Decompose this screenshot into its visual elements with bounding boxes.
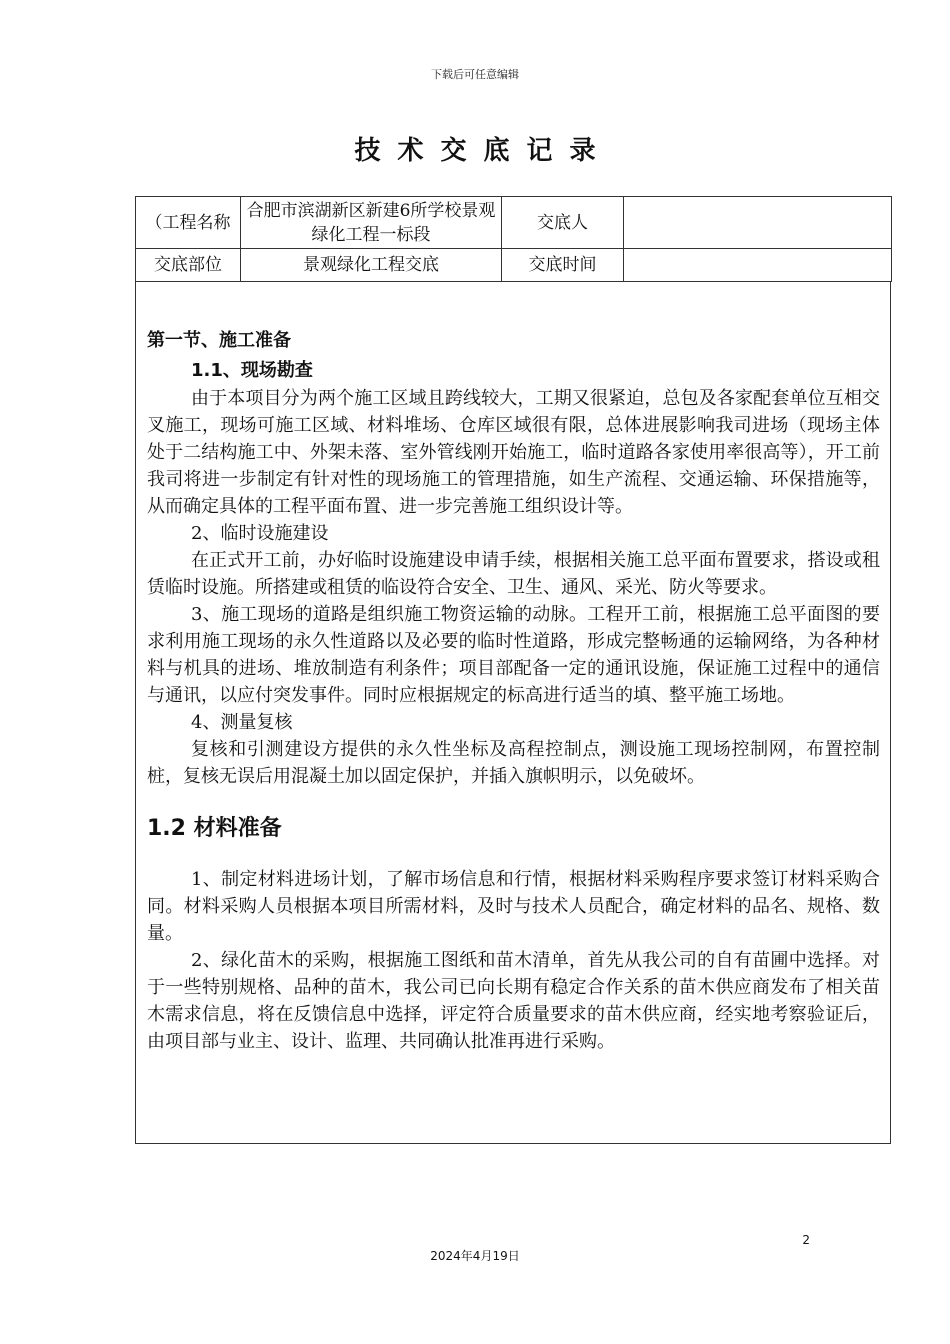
presenter-value	[624, 197, 892, 249]
project-name-value: 合肥市滨湖新区新建6所学校景观绿化工程一标段	[241, 197, 502, 249]
paragraph: 由于本项目分为两个施工区域且跨线较大，工期又很紧迫，总包及各家配套单位互相交叉施工，现场可施工区域、材料堆场、仓库区域很有限，总体进展影响我司进场（现场主体处于二结构施工中、外架未落、室外管线刚开始施工，临时道路各家使用率很高等），开工前我司将进一步制定有针对性的现场施工的管理措施，如生产流程、交通运输、环保措施等，从而确定具体的工程平面布置、进一步完善施工组织设计等。	[147, 388, 880, 517]
header-note: 下载后可任意编辑	[431, 68, 519, 81]
page-number: 2	[802, 1233, 810, 1247]
paragraph: 1、制定材料进场计划，了解市场信息和行情，根据材料采购程序要求签订材料采购合同。材料采购人员根据本项目所需材料，及时与技术人员配合，确定材料的品名、规格、数量。	[147, 869, 880, 944]
presenter-label: 交底人	[502, 197, 624, 249]
subsection-heading: 4、测量复核	[191, 712, 293, 733]
document-title: 技术交底记录	[354, 136, 613, 166]
paragraph: 2、绿化苗木的采购，根据施工图纸和苗木清单，首先从我公司的自有苗圃中选择。对于一些特别规格、品种的苗木，我公司已向长期有稳定合作关系的苗木供应商发布了相关苗木需求信息，将在反馈信息中选择，评定符合质量要求的苗木供应商，经实地考察验证后，由项目部与业主、设计、监理、共同确认批准再进行采购。	[147, 950, 880, 1052]
section-heading: 第一节、施工准备	[147, 330, 291, 351]
content-cell	[135, 281, 891, 1144]
time-label: 交底时间	[502, 249, 624, 282]
footer-date: 2024年4月19日	[430, 1249, 520, 1263]
section-heading: 1.2 材料准备	[147, 816, 282, 841]
table-row	[136, 197, 892, 249]
paragraph: 3、施工现场的道路是组织施工物资运输的动脉。工程开工前，根据施工总平面图的要求利用施工现场的永久性道路以及必要的临时性道路，形成完整畅通的运输网络，为各种材料与机具的进场、堆放制造有利条件；项目部配备一定的通讯设施，保证施工过程中的通信与通讯，以应付突发事件。同时应根据规定的标高进行适当的填、整平施工场地。	[147, 604, 880, 706]
table-row	[136, 249, 892, 282]
part-value: 景观绿化工程交底	[241, 249, 502, 282]
paragraph: 在正式开工前，办好临时设施建设申请手续，根据相关施工总平面布置要求，搭设或租赁临时设施。所搭建或租赁的临设符合安全、卫生、通风、采光、防火等要求。	[147, 550, 880, 598]
record-info-table	[135, 196, 892, 282]
paragraph: 复核和引测建设方提供的永久性坐标及高程控制点，测设施工现场控制网，布置控制桩，复核无误后用混凝土加以固定保护，并插入旗帜明示，以免破坏。	[147, 739, 880, 787]
part-label: 交底部位	[136, 249, 241, 282]
subsection-heading: 2、临时设施建设	[191, 523, 329, 544]
time-value	[624, 249, 892, 282]
project-name-label: （工程名称	[136, 197, 241, 249]
subsection-heading: 1.1、现场勘查	[191, 360, 313, 381]
